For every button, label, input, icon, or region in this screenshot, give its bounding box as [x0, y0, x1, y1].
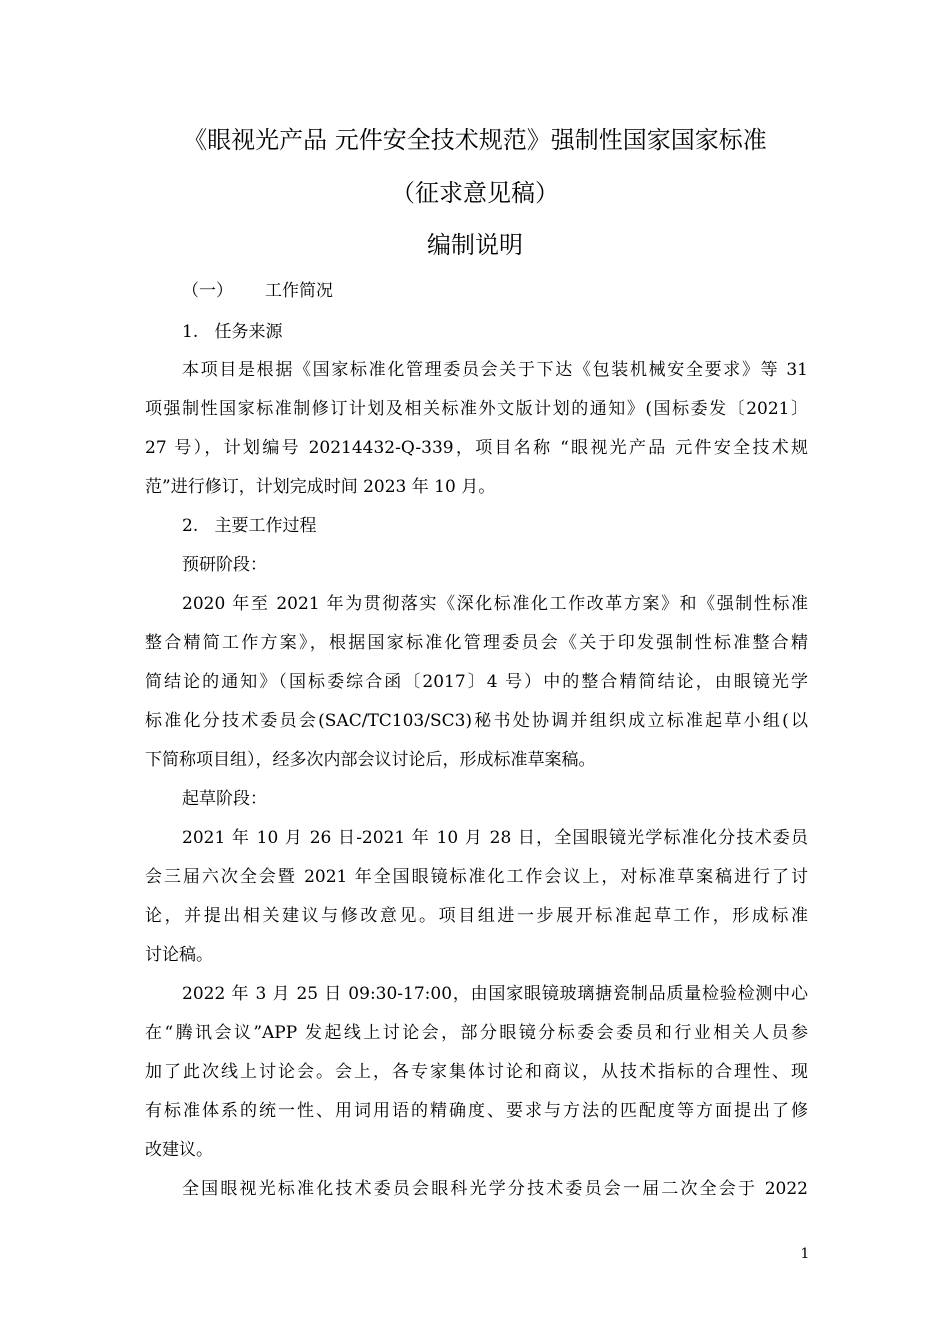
- paragraph-line: 2021 年 10 月 26 日-2021 年 10 月 28 日，全国眼镜光学标准化分技术委员: [182, 828, 808, 848]
- paragraph-line: 2020 年至 2021 年为贯彻落实《深化标准化工作改革方案》和《强制性标准: [182, 594, 808, 614]
- subsection-2-number: 2.: [182, 516, 199, 536]
- paragraph-line: 项强制性国家标准制修订计划及相关标准外文版计划的通知》(国标委发〔2021〕: [145, 399, 808, 419]
- paragraph-line: 全国眼视光标准化技术委员会眼科光学分技术委员会一届二次全会于 2022: [182, 1179, 808, 1199]
- paragraph-line: 本项目是根据《国家标准化管理委员会关于下达《包装机械安全要求》等 31: [182, 360, 808, 380]
- document-title: 《眼视光产品 元件安全技术规范》强制性国家国家标准: [183, 126, 767, 154]
- paragraph-line: 范”进行修订，计划完成时间 2023 年 10 月。: [145, 477, 496, 497]
- paragraph-line: 讨论稿。: [145, 945, 213, 965]
- section-1-heading-text: 工作简况: [265, 281, 333, 301]
- paragraph-line: 会三届六次全会暨 2021 年全国眼镜标准化工作会议上，对标准草案稿进行了讨: [145, 867, 808, 887]
- paragraph-line: 整合精简工作方案》，根据国家标准化管理委员会《关于印发强制性标准整合精: [145, 633, 808, 653]
- subsection-2-heading: [182, 514, 316, 538]
- section-1-heading: [182, 279, 333, 303]
- subsection-1-heading-text: 任务来源: [214, 322, 283, 342]
- paragraph-line: 有标准体系的统一性、用词用语的精确度、要求与方法的匹配度等方面提出了修: [145, 1101, 808, 1121]
- stage-1-label: 预研阶段：: [182, 555, 267, 575]
- section-1-number: （一）: [182, 281, 233, 301]
- paragraph-line: 27 号），计划编号 20214432-Q-339，项目名称 “眼视光产品 元件安全技术规: [145, 438, 808, 458]
- document-subtitle: （征求意见稿）: [391, 179, 559, 207]
- subsection-1-heading: [182, 320, 282, 344]
- document-section-title: 编制说明: [427, 231, 523, 259]
- subsection-1-number: 1.: [182, 322, 199, 342]
- subsection-2-heading-text: 主要工作过程: [214, 516, 317, 536]
- paragraph-line: 简结论的通知》（国标委综合函〔2017〕4 号）中的整合精简结论，由眼镜光学: [145, 672, 808, 692]
- stage-2-label: 起草阶段：: [182, 789, 267, 809]
- paragraph-line: 在“腾讯会议”APP 发起线上讨论会，部分眼镜分标委会委员和行业相关人员参: [145, 1023, 808, 1043]
- paragraph-line: 改建议。: [145, 1140, 213, 1160]
- page-number: 1: [800, 1246, 810, 1262]
- paragraph-line: 论，并提出相关建议与修改意见。项目组进一步展开标准起草工作，形成标准: [145, 906, 808, 926]
- paragraph-line: 2022 年 3 月 25 日 09:30-17:00，由国家眼镜玻璃搪瓷制品质量检验检测中心: [182, 984, 808, 1004]
- paragraph-line: 加了此次线上讨论会。会上，各专家集体讨论和商议，从技术指标的合理性、现: [145, 1062, 808, 1082]
- paragraph-line: 标准化分技术委员会(SAC/TC103/SC3)秘书处协调并组织成立标准起草小组(以: [145, 711, 808, 731]
- paragraph-line: 下简称项目组），经多次内部会议讨论后，形成标准草案稿。: [145, 750, 596, 770]
